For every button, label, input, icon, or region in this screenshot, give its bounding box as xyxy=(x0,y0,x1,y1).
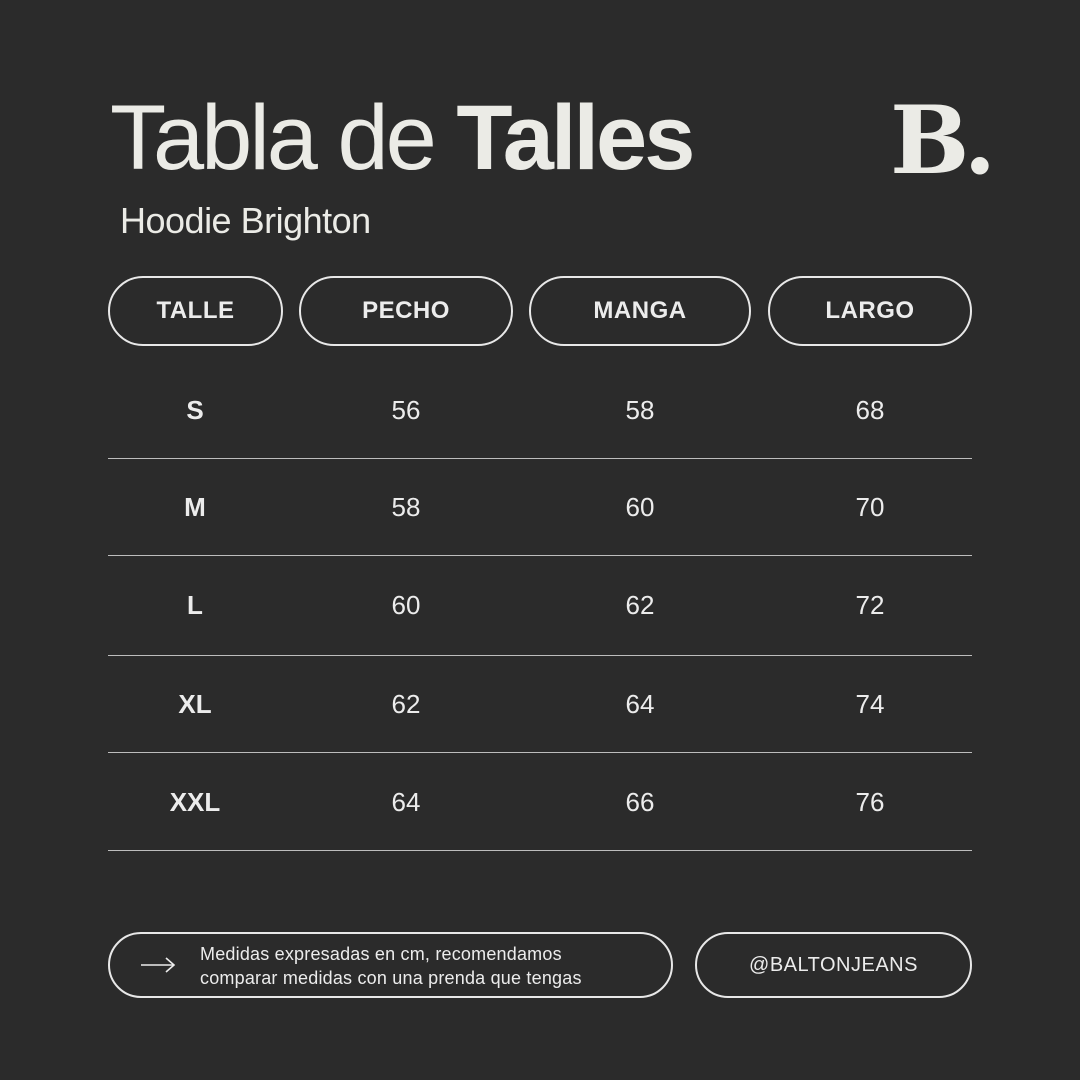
size-cell: XXL xyxy=(169,787,221,817)
row-divider xyxy=(108,850,972,851)
column-header-pecho: PECHO xyxy=(299,276,513,346)
row-divider xyxy=(108,458,972,459)
largo-cell: 68 xyxy=(855,395,885,425)
manga-cell: 62 xyxy=(625,590,655,620)
manga-cell: 60 xyxy=(625,492,655,522)
pecho-cell: 60 xyxy=(391,590,421,620)
arrow-right-icon xyxy=(140,954,176,976)
size-cell: L xyxy=(187,590,203,620)
size-cell: S xyxy=(186,395,204,425)
largo-cell: 72 xyxy=(855,590,885,620)
pecho-cell: 62 xyxy=(391,689,421,719)
largo-cell: 76 xyxy=(855,787,885,817)
row-divider xyxy=(108,752,972,753)
note-line-2: comparar medidas con una prenda que tengas xyxy=(200,968,582,988)
column-header-manga: MANGA xyxy=(529,276,751,346)
size-cell: M xyxy=(184,492,206,522)
measurement-note xyxy=(108,932,673,998)
pecho-cell: 64 xyxy=(391,787,421,817)
manga-cell: 66 xyxy=(625,787,655,817)
manga-cell: 58 xyxy=(625,395,655,425)
pecho-cell: 56 xyxy=(391,395,421,425)
title-light: Tabla de xyxy=(110,87,457,189)
pecho-cell: 58 xyxy=(391,492,421,522)
column-header-largo: LARGO xyxy=(768,276,972,346)
largo-cell: 74 xyxy=(855,689,885,719)
row-divider xyxy=(108,555,972,556)
title-bold: Talles xyxy=(456,87,693,189)
size-cell: XL xyxy=(178,689,212,719)
note-line-1: Medidas expresadas en cm, recomendamos xyxy=(200,944,562,964)
row-divider xyxy=(108,655,972,656)
largo-cell: 70 xyxy=(855,492,885,522)
social-handle[interactable]: @BALTONJEANS xyxy=(695,932,972,998)
page-title xyxy=(110,87,693,189)
note-text xyxy=(200,942,582,990)
product-subtitle: Hoodie Brighton xyxy=(120,200,371,241)
brand-logo: B. xyxy=(890,86,991,196)
manga-cell: 64 xyxy=(625,689,655,719)
column-header-talle: TALLE xyxy=(108,276,283,346)
